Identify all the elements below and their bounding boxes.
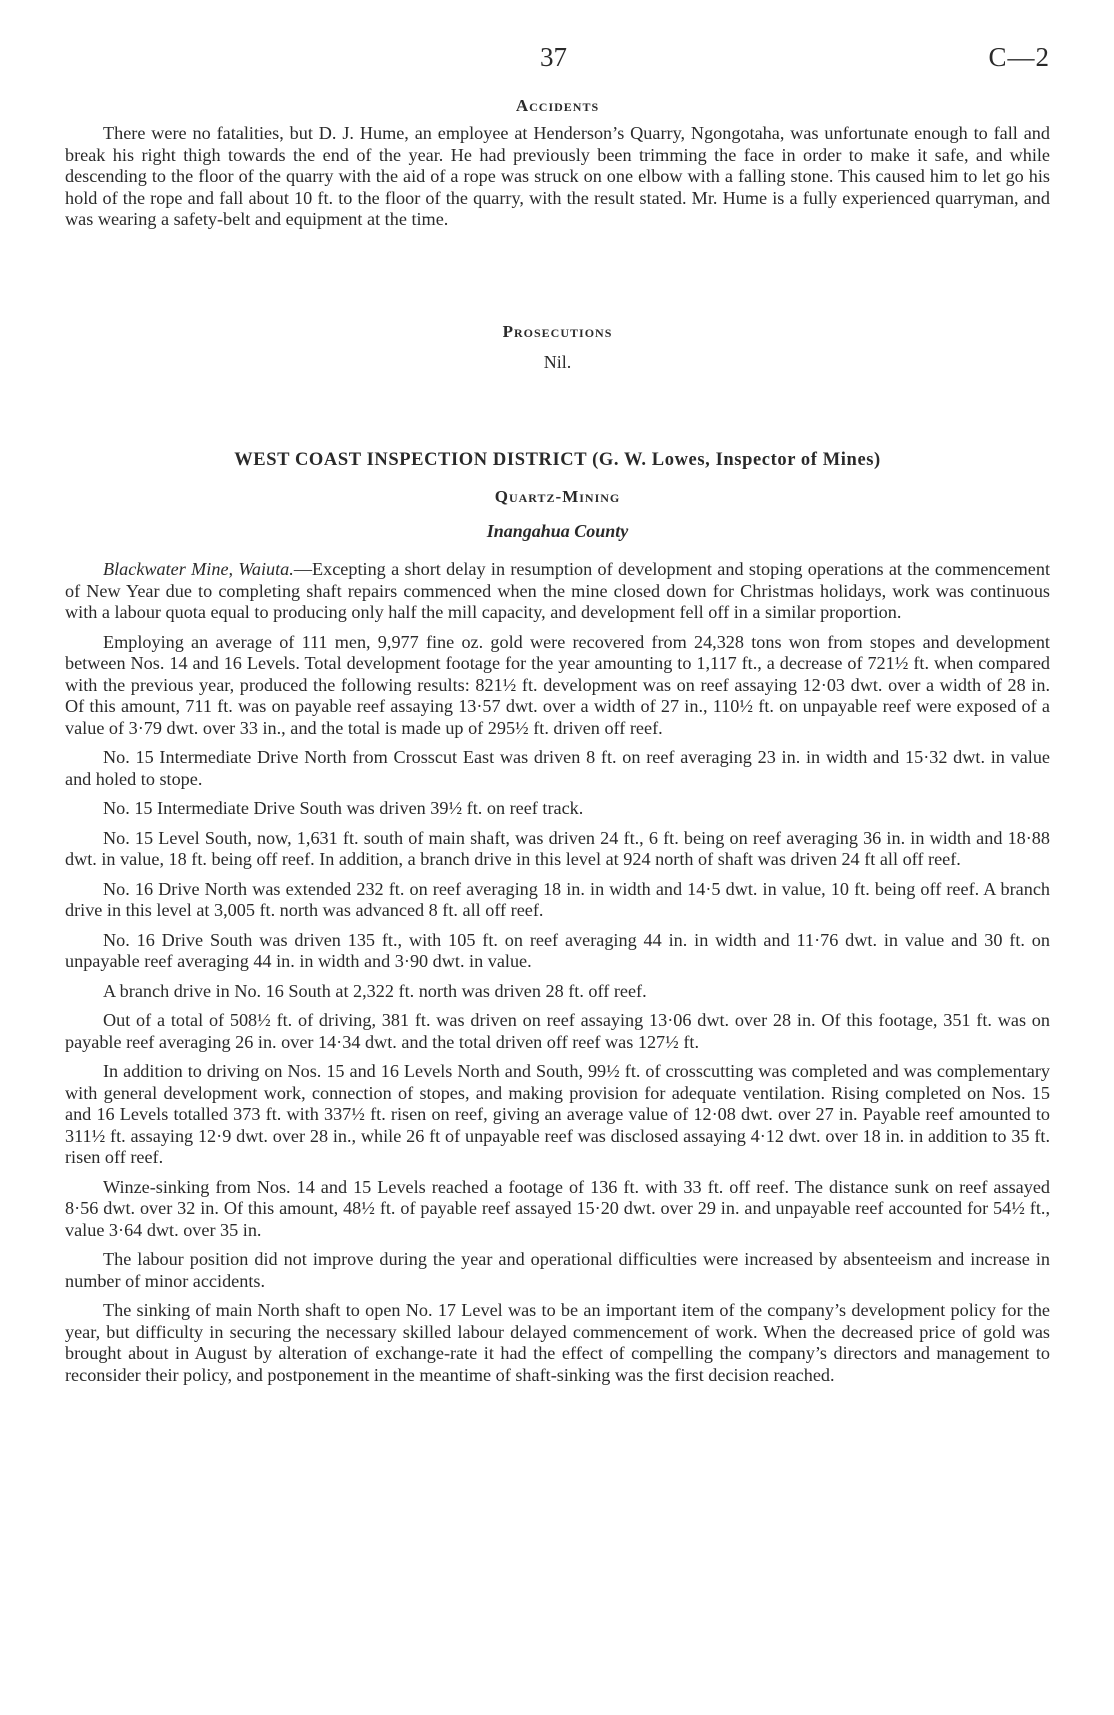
paragraph <box>65 559 1050 624</box>
document-page <box>65 0 1050 1715</box>
document-reference: C—2 <box>988 42 1050 72</box>
district-heading: WEST COAST INSPECTION DISTRICT (G. W. Lowes, Inspector of Mines) <box>234 450 881 470</box>
prosecutions-text: Nil. <box>543 352 572 372</box>
report-body <box>65 559 1050 1386</box>
paragraph: A branch drive in No. 16 South at 2,322 ft. north was driven 28 ft. off reef. <box>103 980 647 1001</box>
paragraph: No. 15 Intermediate Drive South was driven 39½ ft. on reef track. <box>103 798 584 818</box>
quartz-mining-heading: Quartz-Mining <box>494 487 621 506</box>
paragraph: The sinking of main North shaft to open No. 17 Level was to be an important item of the company’s development policy for the year, but difficulty in securing the necessary skilled labour delayed commencement of work. When the decreased price of gold was brought about in August by alteration of exchange-rate it had the effect of compelling the company’s directors and management to reconsider their policy, and postponement in the meantime of shaft-sinking was the first decision reached. <box>65 1300 1050 1385</box>
county-heading: Inangahua County <box>486 521 629 541</box>
accidents-text: There were no fatalities, but D. J. Hume, an employee at Henderson’s Quarry, Ngongotaha, was unfortunate enough to fall and break his right thigh towards the end of the year. He had previously been trimming the face in order to make it safe, and while descending to the floor of the quarry with the aid of a rope was struck on one elbow with a falling stone. This caused him to let go his hold of the rope and fall about 10 ft. to the floor of the quarry, with the result stated. Mr. Hume is a fully experienced quarryman, and was wearing a safety-belt and equipment at the time. <box>65 123 1050 229</box>
paragraph: In addition to driving on Nos. 15 and 16 Levels North and South, 99½ ft. of crosscutting was completed and was complementary with general development work, connection of stopes, and making provision for adequate ventilation. Rising completed on Nos. 15 and 16 Levels totalled 373 ft. with 337½ ft. risen on reef, giving an average value of 12·08 dwt. over 27 in. Payable reef amounted to 311½ ft. assaying 12·9 dwt. over 28 in., while 26 ft of unpayable reef was disclosed assaying 4·12 dwt. over 18 in. in addition to 35 ft. risen off reef. <box>65 1061 1050 1167</box>
accidents-section <box>65 96 1050 231</box>
page-number: 37 <box>540 42 567 72</box>
district-heading-block <box>65 450 1050 542</box>
paragraph: No. 15 Intermediate Drive North from Crosscut East was driven 8 ft. on reef averaging 23 in. in width and 15·32 dwt. in value and holed to stope. <box>65 747 1050 789</box>
page-header <box>65 42 1050 82</box>
prosecutions-section <box>65 322 1050 373</box>
paragraph: The labour position did not improve during the year and operational difficulties were increased by absenteeism and increase in number of minor accidents. <box>65 1249 1050 1291</box>
paragraph: Out of a total of 508½ ft. of driving, 381 ft. was driven on reef assaying 13·06 dwt. over 28 in. Of this footage, 351 ft. was on payable reef averaging 26 in. over 14·34 dwt. and the total driven off reef was 127½ ft. <box>65 1010 1050 1052</box>
paragraph: No. 15 Level South, now, 1,631 ft. south of main shaft, was driven 24 ft., 6 ft. being on reef averaging 36 in. in width and 18·88 dwt. in value, 18 ft. being off reef. In addition, a branch drive in this level at 924 north of shaft was driven 24 ft all off reef. <box>65 827 1050 869</box>
paragraph: No. 16 Drive South was driven 135 ft., with 105 ft. on reef averaging 44 in. in width and 11·76 dwt. in value and 30 ft. on unpayable reef averaging 44 in. in width and 3·90 dwt. in value. <box>65 929 1050 971</box>
paragraph: No. 16 Drive North was extended 232 ft. on reef averaging 18 in. in width and 14·5 dwt. in value, 10 ft. being off reef. A branch drive in this level at 3,005 ft. north was advanced 8 ft. all off reef. <box>65 878 1050 920</box>
paragraph: Employing an average of 111 men, 9,977 fine oz. gold were recovered from 24,328 tons won from stopes and development between Nos. 14 and 16 Levels. Total development footage for the year amounting to 1,117 ft., a decrease of 721½ ft. when compared with the previous year, produced the following results: 821½ ft. development was on reef assaying 12·03 dwt. over a width of 28 in. Of this amount, 711 ft. was on payable reef assaying 13·57 dwt. over a width of 27 in., 110½ ft. on unpayable reef were exposed of a value of 3·79 dwt. over 33 in., and the total is made up of 295½ ft. driven off reef. <box>65 631 1050 738</box>
paragraph: Winze-sinking from Nos. 14 and 15 Levels reached a footage of 136 ft. with 33 ft. off reef. The distance sunk on reef assayed 8·56 dwt. over 32 in. Of this amount, 48½ ft. of payable reef assayed 15·20 dwt. over 29 in. and unpayable reef accounted for 54½ ft., value 3·64 dwt. over 35 in. <box>65 1176 1050 1240</box>
mine-name: Blackwater Mine, Waiuta. <box>103 559 294 579</box>
prosecutions-heading: Prosecutions <box>502 322 613 341</box>
accidents-heading: Accidents <box>515 96 600 115</box>
paragraph-text: —Excepting a short delay in resumption of development and stoping operations at the commencement of New Year due to completing shaft repairs commenced when the mine closed down for Christmas holidays, work was continuous with a labour quota equal to producing only half the mill capacity, and development fell off in a similar proportion. <box>65 559 1050 622</box>
